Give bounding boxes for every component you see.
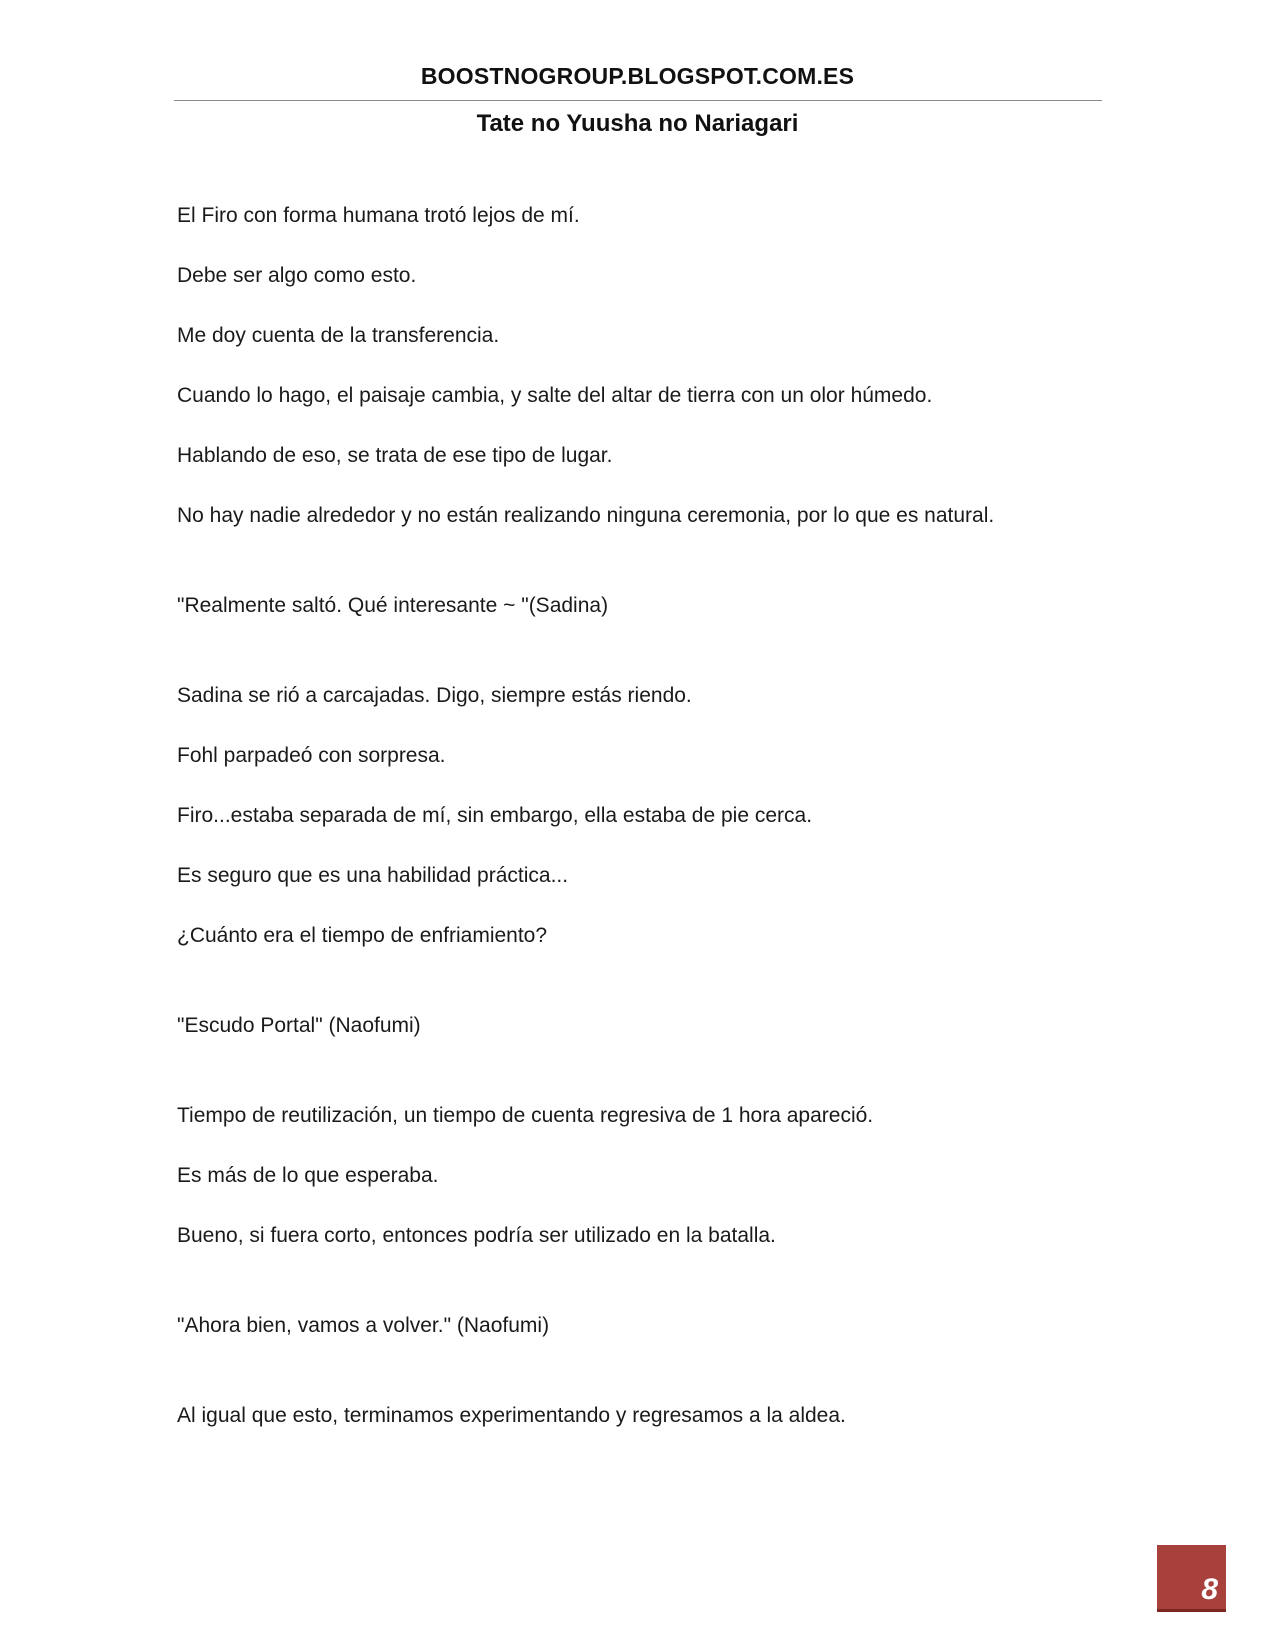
document-title: Tate no Yuusha no Nariagari [476,110,799,137]
page-number-badge [1157,1545,1226,1612]
paragraph: Firo...estaba separada de mí, sin embargo, ella estaba de pie cerca. [177,804,813,827]
paragraph: Es más de lo que esperaba. [177,1164,439,1187]
paragraph: ¿Cuánto era el tiempo de enfriamiento? [177,924,548,947]
dialogue-line: "Realmente saltó. Qué interesante ~ "(Sadina) [177,594,609,617]
dialogue-line: "Ahora bien, vamos a volver." (Naofumi) [177,1314,550,1337]
paragraph: Cuando lo hago, el paisaje cambia, y salte del altar de tierra con un olor húmedo. [177,384,933,407]
paragraph: Es seguro que es una habilidad práctica... [177,864,569,887]
site-header: BOOSTNOGROUP.BLOGSPOT.COM.ES [420,63,855,89]
dialogue-line: "Escudo Portal" (Naofumi) [177,1014,421,1037]
paragraph: Tiempo de reutilización, un tiempo de cuenta regresiva de 1 hora apareció. [177,1104,874,1127]
paragraph: Fohl parpadeó con sorpresa. [177,744,446,767]
paragraph: Bueno, si fuera corto, entonces podría ser utilizado en la batalla. [177,1224,776,1247]
paragraph: Me doy cuenta de la transferencia. [177,324,500,347]
header-divider [174,100,1102,101]
paragraph: Hablando de eso, se trata de ese tipo de lugar. [177,444,613,467]
paragraph: Debe ser algo como esto. [177,264,417,287]
paragraph: Sadina se rió a carcajadas. Digo, siempre estás riendo. [177,684,692,707]
paragraph: No hay nadie alrededor y no están realizando ninguna ceremonia, por lo que es natural. [177,504,995,527]
page-number: 8 [1201,1573,1218,1606]
paragraph: Al igual que esto, terminamos experimentando y regresamos a la aldea. [177,1404,846,1427]
paragraph: El Firo con forma humana trotó lejos de mí. [177,204,580,227]
